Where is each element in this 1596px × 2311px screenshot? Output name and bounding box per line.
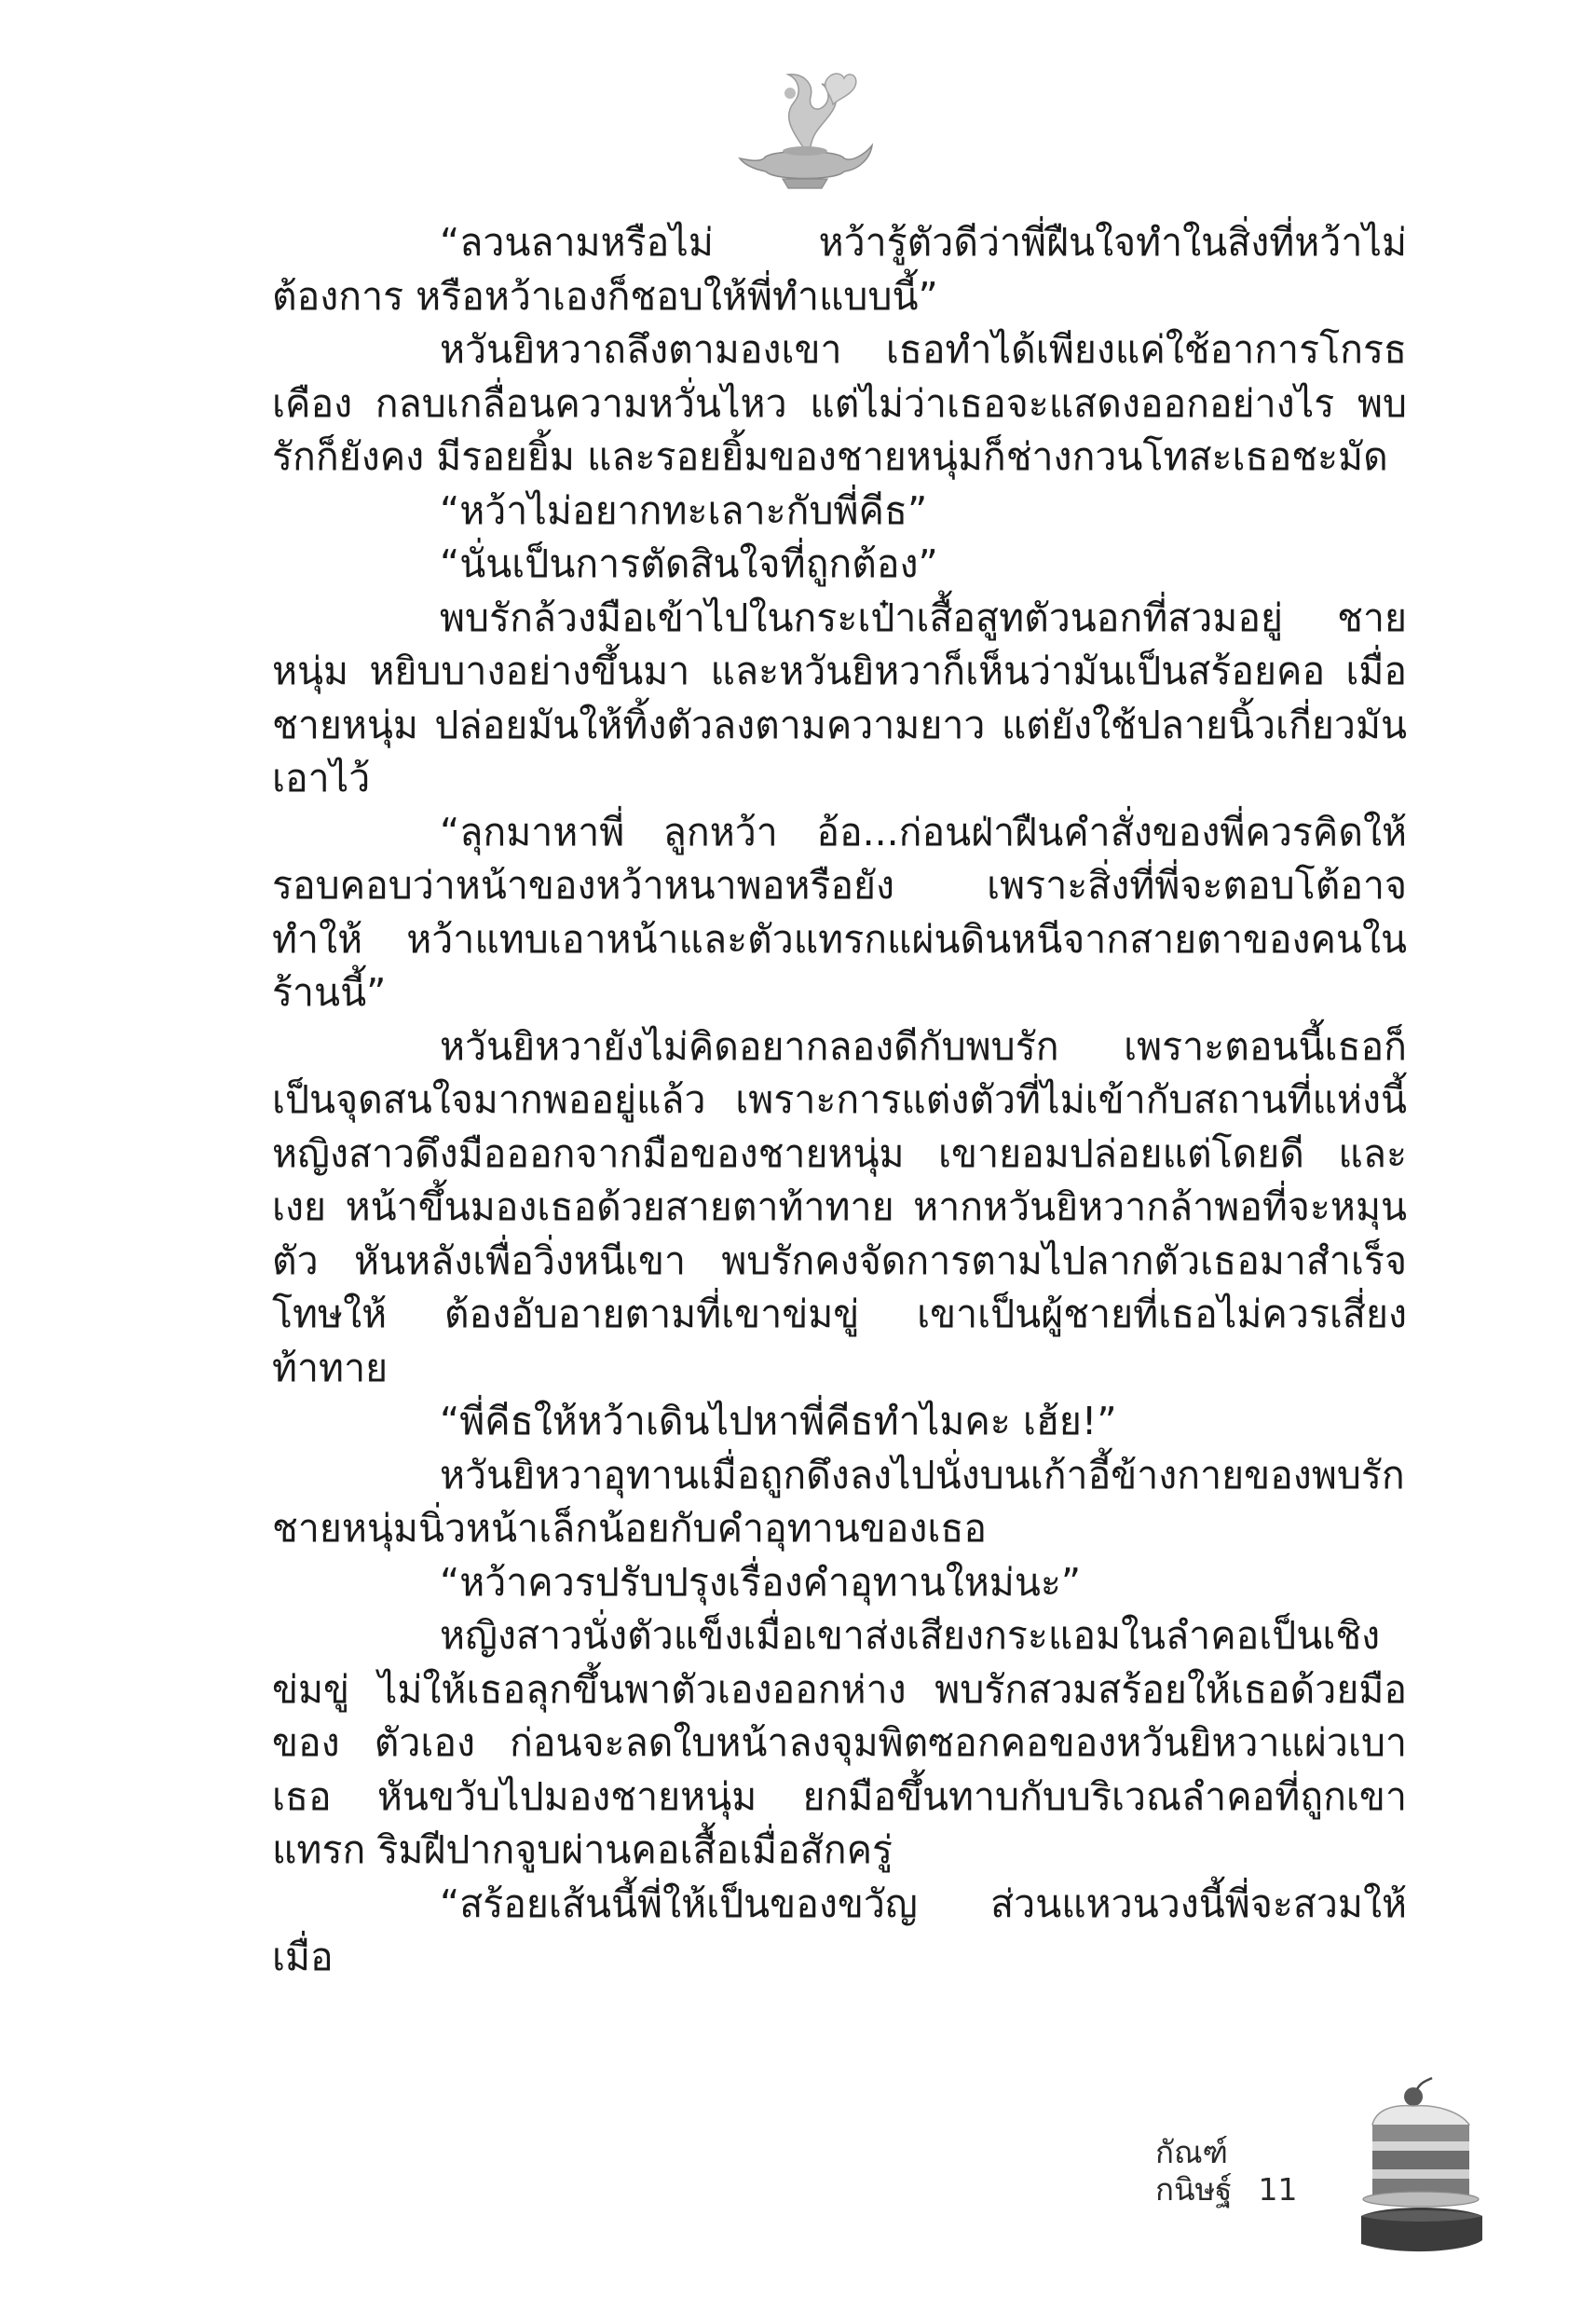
page-footer <box>1155 2134 1342 2208</box>
paragraph-10: “หว้าควรปรับปรุงเรื่องคำอุทานใหม่นะ” <box>440 1559 1082 1605</box>
paragraph-11: หญิงสาวนั่งตัวแข็งเมื่อเขาส่งเสียงกระแอมในลำคอเป็นเชิงข่มขู่ ไม่ให้เธอลุกขึ้นพาตัวเองออกห่าง พบรักสวมสร้อยให้เธอด้วยมือของ ตัวเอง ก่อนจะลดใบหน้าลงจุมพิตซอกคอของหวันยิหวาแผ่วเบา เธอ หันขวับไปมองชายหนุ่ม ยกมือขึ้นทาบกับบริเวณลำคอที่ถูกเขาแทรก ริมฝีปากจูบผ่านคอเสื้อเมื่อสักครู่ <box>272 1613 1407 1872</box>
paragraph-12: “สร้อยเส้นนี้พี่ให้เป็นของขวัญ ส่วนแหวนวงนี้พี่จะสวมให้เมื่อ <box>272 1880 1407 1979</box>
body-text <box>272 216 1407 1985</box>
paragraph-8: “พี่คีธให้หว้าเดินไปหาพี่คีธทำไมคะ เฮ้ย!” <box>440 1399 1117 1443</box>
paragraph-4: “นั่นเป็นการตัดสินใจที่ถูกต้อง” <box>440 541 938 586</box>
paragraph-7: หวันยิหวายังไม่คิดอยากลองดีกับพบรัก เพราะตอนนี้เธอก็ เป็นจุดสนใจมากพออยู่แล้ว เพราะการแต่งตัวที่ไม่เข้ากับสถานที่แห่งนี้ หญิงสาวดึงมือออกจากมือของชายหนุ่ม เขายอมปล่อยแต่โดยดี และเงย หน้าขึ้นมองเธอด้วยสายตาท้าทาย หากหวันยิหวากล้าพอที่จะหมุนตัว หันหลังเพื่อวิ่งหนีเขา พบรักคงจัดการตามไปลากตัวเธอมาสำเร็จโทษให้ ต้องอับอายตามที่เขาข่มขู่ เขาเป็นผู้ชายที่เธอไม่ควรเสี่ยงท้าทาย <box>272 1023 1407 1390</box>
cake-slice-icon <box>1356 2076 1486 2263</box>
paragraph-6: “ลุกมาหาพี่ ลูกหว้า อ้อ...ก่อนฝ่าฝืนคำสั่งของพี่ควรคิดให้ รอบคอบว่าหน้าของหว้าหนาพอหรือยัง เพราะสิ่งที่พี่จะตอบโต้อาจทำให้ หว้าแทบเอาหน้าและตัวแทรกแผ่นดินหนีจากสายตาของคนในร้านนี้” <box>272 809 1407 1015</box>
paragraph-2: หวันยิหวาถลึงตามองเขา เธอทำได้เพียงแค่ใช้อาการโกรธเคือง กลบเกลื่อนความหวั่นไหว แต่ไม่ว่าเธอจะแสดงออกอย่างไร พบรักก็ยังคง มีรอยยิ้ม และรอยยิ้มของชายหนุ่มก็ช่างกวนโทสะเธอชะมัด <box>272 327 1407 479</box>
page-number: 11 <box>1258 2171 1298 2208</box>
paragraph-5: พบรักล้วงมือเข้าไปในกระเป๋าเสื้อสูทตัวนอกที่สวมอยู่ ชายหนุ่ม หยิบบางอย่างขึ้นมา และหวันยิหวาก็เห็นว่ามันเป็นสร้อยคอ เมื่อชายหนุ่ม ปล่อยมันให้ทิ้งตัวลงตามความยาว แต่ยังใช้ปลายนิ้วเกี่ยวมันเอาไว้ <box>272 595 1407 800</box>
paragraph-1: “ลวนลามหรือไม่ หว้ารู้ตัวดีว่าพี่ฝืนใจทำในสิ่งที่หว้าไม่ต้องการ หรือหว้าเองก็ชอบให้พี่ทำแบบนี้” <box>272 220 1407 319</box>
book-title: กัณฑ์กนิษฐ์ <box>1155 2134 1233 2208</box>
genie-lamp-icon <box>736 65 876 196</box>
paragraph-3: “หว้าไม่อยากทะเลาะกับพี่คีธ” <box>440 487 928 533</box>
paragraph-9: หวันยิหวาอุทานเมื่อถูกดึงลงไปนั่งบนเก้าอี้ข้างกายของพบรัก ชายหนุ่มนิ่วหน้าเล็กน้อยกับคำอุทานของเธอ <box>272 1452 1405 1551</box>
